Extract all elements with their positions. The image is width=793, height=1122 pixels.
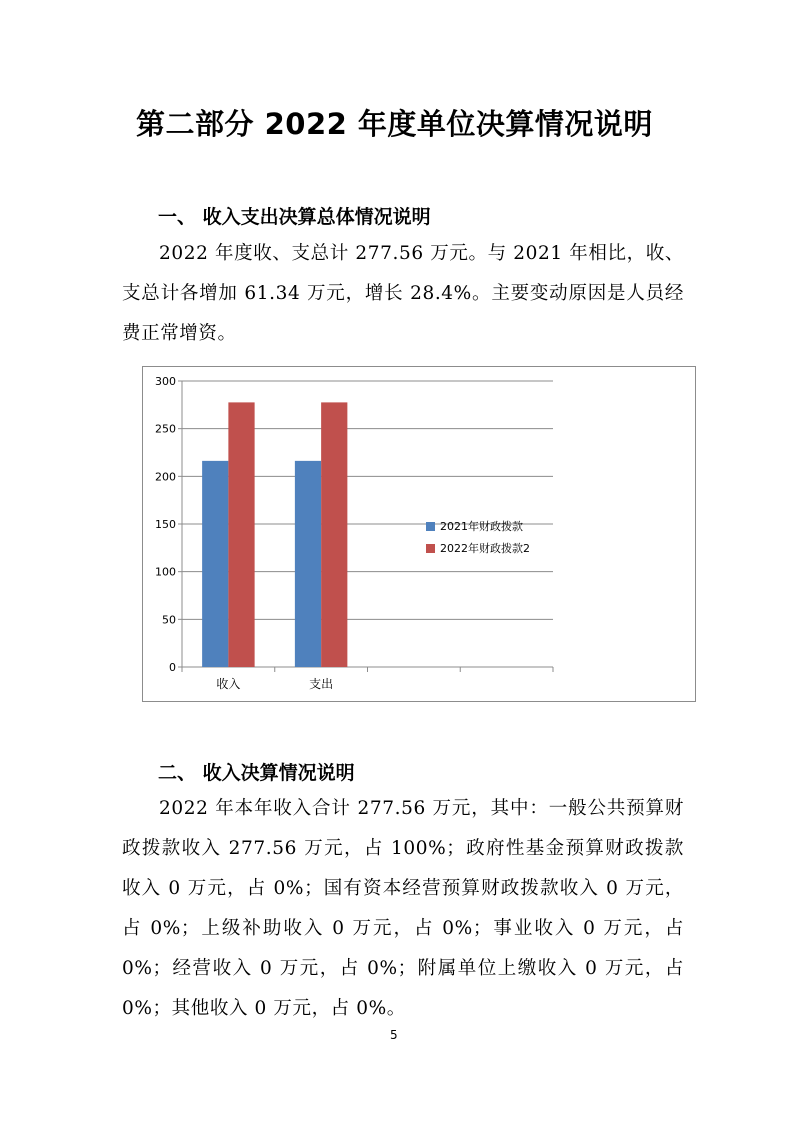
section-paragraph-income-expense: 2022 年度收、支总计 277.56 万元。与 2021 年相比，收、支总计各增加 61.34 万元，增长 28.4%。主要变动原因是人员经费正常增资。: [122, 243, 684, 344]
chart-legend: [426, 515, 530, 559]
section-paragraph-income: 2022 年本年收入合计 277.56 万元，其中：一般公共预算财政拨款收入 277.56 万元，占 100%；政府性基金预算财政拨款收入 0 万元，占 0%；国有资本经营预算财政拨款收入 0 万元，占 0%；上级补助收入 0 万元，占 0%；事业收入 0 万元，占 0%；经营收入 0 万元，占 0%；附属单位上缴收入 0 万元，占 0%；其他收入 0 万元，占 0%。: [122, 798, 684, 1019]
y-tick-label: 0: [169, 661, 176, 674]
x-category-label: 收入: [216, 677, 241, 691]
bar-2021-0: [202, 461, 228, 667]
legend-item-2021: [426, 515, 530, 537]
bar-2021-1: [295, 461, 321, 667]
section-heading-income-expense: 一、 收入支出决算总体情况说明: [158, 206, 431, 228]
page-number: 5: [390, 1028, 398, 1042]
y-tick-label: 300: [155, 375, 176, 388]
legend-swatch-2022: [426, 544, 435, 553]
section-heading-income: 二、 收入决算情况说明: [158, 762, 355, 784]
page-title: 第二部分 2022 年度单位决算情况说明: [136, 107, 653, 141]
x-category-label: 支出: [309, 677, 334, 691]
income-expense-bar-chart: [142, 366, 696, 702]
y-tick-label: 250: [155, 422, 176, 436]
chart-canvas: [143, 367, 697, 703]
legend-label-2022: 2022年财政拨款2: [440, 542, 530, 555]
bar-2022-0: [228, 402, 254, 667]
bar-2022-1: [321, 402, 347, 667]
y-tick-label: 50: [162, 613, 176, 627]
y-tick-label: 100: [155, 565, 176, 579]
legend-swatch-2021: [426, 522, 435, 531]
legend-label-2021: 2021年财政拨款: [440, 520, 523, 533]
y-tick-label: 150: [155, 518, 176, 531]
legend-item-2022: [426, 537, 530, 559]
y-tick-label: 200: [155, 470, 176, 484]
